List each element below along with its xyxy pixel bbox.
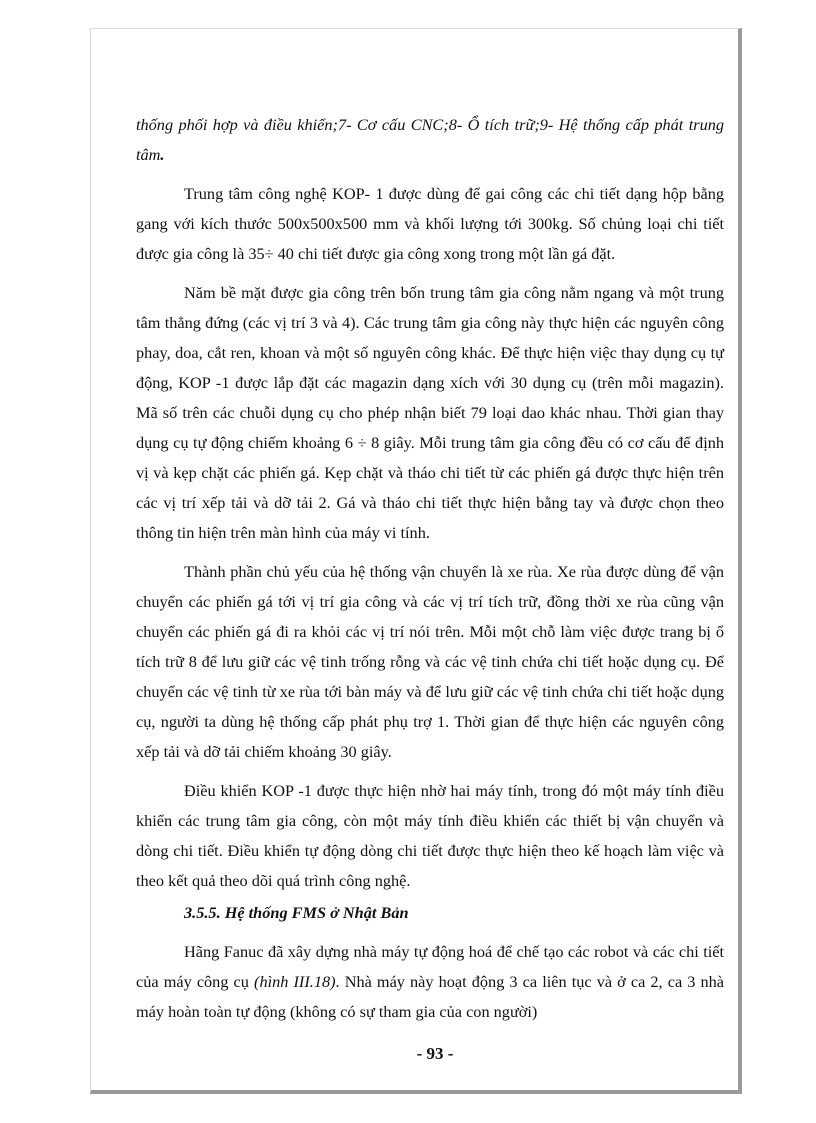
section-heading: 3.5.5. Hệ thống FMS ở Nhật Bản (184, 903, 409, 922)
figure-reference: (hình III.18) (254, 972, 336, 991)
figure-caption-continuation: thống phối hợp và điều khiển;7- Cơ cấu CNC;8- Ổ tích trữ;9- Hệ thống cấp phát trung tâm. (136, 115, 724, 164)
paragraph-kop1-overview: Trung tâm công nghệ KOP- 1 được dùng để gai công các chi tiết dạng hộp bằng gang với kích thước 500x500x500 mm và khối lượng tới 300kg. Số chủng loại chi tiết được gia công là 35÷ 40 chi tiết được gia công xong trong một lần gá đặt. (136, 184, 724, 263)
paragraph-machining-centers: Năm bề mặt được gia công trên bốn trung tâm gia công nằm ngang và một trung tâm thẳng đứng (các vị trí 3 và 4). Các trung tâm gia công này thực hiện các nguyên công phay, doa, cắt ren, khoan và một số nguyên công khác. Để thực hiện việc thay dụng cụ tự động, KOP -1 được lắp đặt các magazin dạng xích với 30 dụng cụ (trên mỗi magazin). Mã số trên các chuỗi dụng cụ cho phép nhận biết 79 loại dao khác nhau. Thời gian thay dụng cụ tự động chiếm khoảng 6 ÷ 8 giây. Mỗi trung tâm gia công đều có cơ cấu để định vị và kẹp chặt các phiến gá. Kẹp chặt và tháo chi tiết từ các phiến gá được thực hiện trên các vị trí xếp tải và dỡ tải 2. Gá và tháo chi tiết thực hiện bằng tay và được chọn theo thông tin hiện trên màn hình của máy vi tính. (136, 283, 724, 542)
document-body (136, 110, 724, 1027)
paragraph-transport-system: Thành phần chủ yếu của hệ thống vận chuyển là xe rùa. Xe rùa được dùng để vận chuyển các phiến gá tới vị trí gia công và các vị trí tích trữ, đồng thời xe rùa cũng vận chuyển các phiến gá đi ra khỏi các vị trí nói trên. Mỗi một chỗ làm việc được trang bị ổ tích trữ 8 để lưu giữ các vệ tinh trống rỗng và các vệ tinh chứa chi tiết hoặc dụng cụ. Để chuyển các vệ tinh từ xe rùa tới bàn máy và để lưu giữ các vệ tinh chứa chi tiết hoặc dụng cụ, người ta dùng hệ thống cấp phát phụ trợ 1. Thời gian để thực hiện các nguyên công xếp tải và dỡ tải chiếm khoảng 30 giây. (136, 562, 724, 761)
paragraph-control-system: Điều khiển KOP -1 được thực hiện nhờ hai máy tính, trong đó một máy tính điều khiển các trung tâm gia công, còn một máy tính điều khiển các thiết bị vận chuyển và dòng chi tiết. Điều khiển tự động dòng chi tiết được thực hiện theo kế hoạch làm việc và theo kết quả theo dõi quá trình công nghệ. (136, 781, 724, 890)
page-number: - 93 - (416, 1044, 454, 1063)
paragraph-fanuc: Hãng Fanuc đã xây dựng nhà máy tự động hoá để chế tạo các robot và các chi tiết của máy công cụ (hình III.18). Nhà máy này hoạt động 3 ca liên tục và ở ca 2, ca 3 nhà máy hoàn toàn tự động (không có sự tham gia của con người) (136, 942, 725, 1021)
